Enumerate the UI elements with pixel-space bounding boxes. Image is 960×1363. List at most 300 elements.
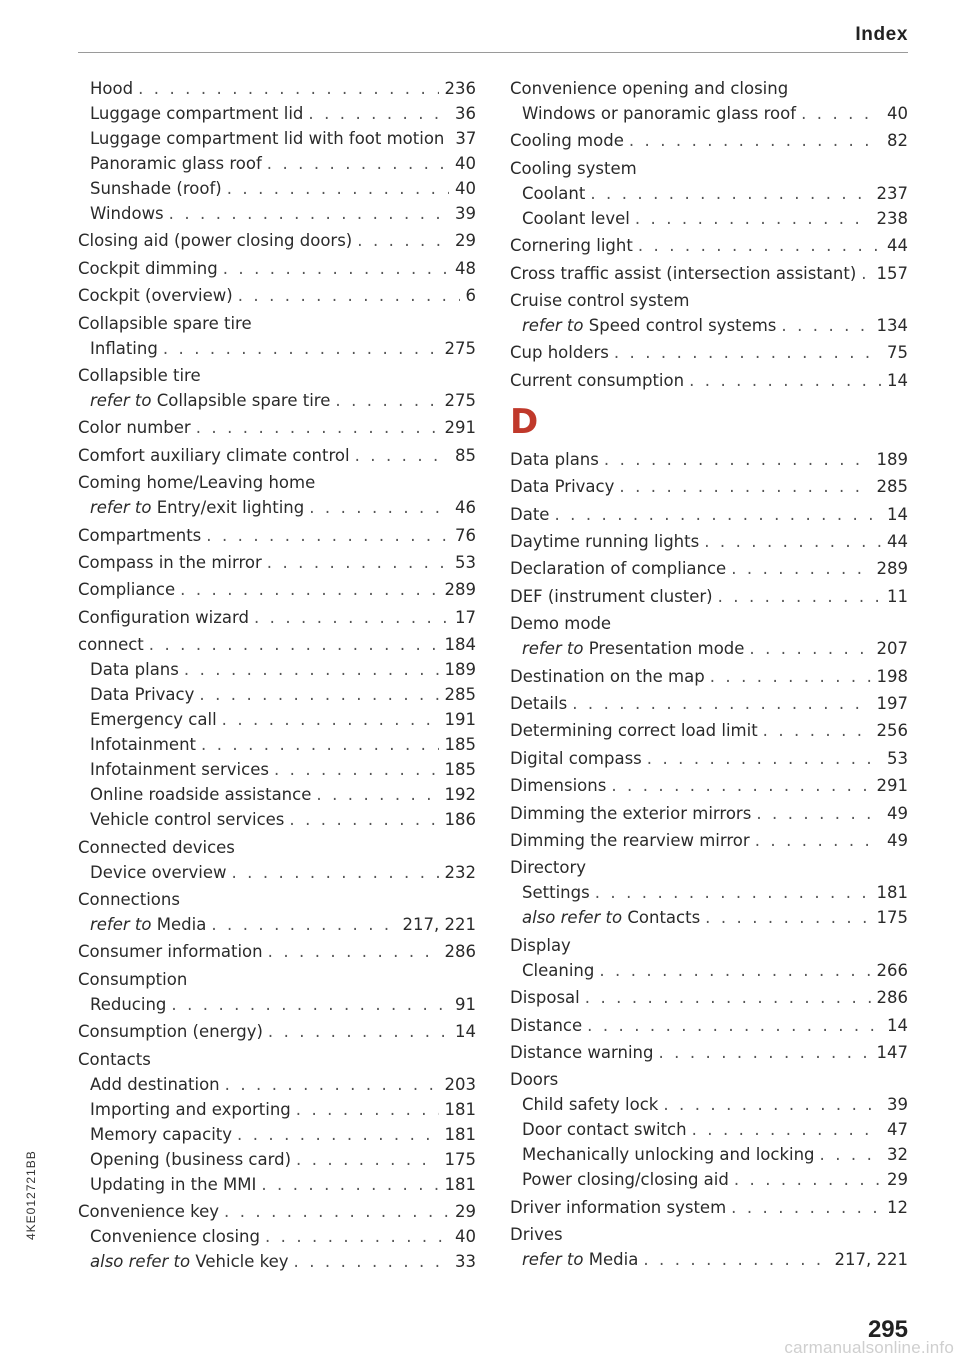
index-page-ref[interactable]: 289 <box>876 559 908 579</box>
index-entry[interactable] <box>78 607 476 629</box>
index-term <box>90 1124 232 1146</box>
index-page-ref[interactable]: 44 <box>887 532 908 551</box>
index-entry[interactable] <box>78 941 476 963</box>
index-term <box>90 178 222 200</box>
index-term-text: Contacts <box>627 908 701 928</box>
dot-leader <box>731 558 870 580</box>
dot-leader <box>265 1226 449 1248</box>
index-page-ref[interactable]: 157 <box>876 263 908 283</box>
index-subentry[interactable] <box>90 497 476 519</box>
dot-leader <box>647 748 881 770</box>
dot-leader <box>225 1074 439 1096</box>
index-subentry[interactable] <box>522 208 908 230</box>
index-term <box>78 417 191 439</box>
index-term <box>78 889 180 911</box>
index-entry[interactable] <box>510 586 908 608</box>
index-page-ref[interactable]: 48 <box>455 258 476 278</box>
index-page-ref[interactable]: 175 <box>876 908 908 928</box>
index-term <box>78 1049 151 1071</box>
index-term <box>90 994 166 1016</box>
index-term-text: Child safety lock <box>522 1095 659 1115</box>
index-page-ref[interactable]: 256 <box>876 721 908 741</box>
index-subentry[interactable] <box>522 882 908 904</box>
cross-reference-prefix: refer to <box>90 915 152 934</box>
index-page-ref[interactable]: 47 <box>887 1120 908 1140</box>
index-page-ref[interactable]: 266 <box>876 960 908 980</box>
index-subentry[interactable] <box>90 709 476 731</box>
index-term <box>90 759 269 781</box>
index-page-ref[interactable]: 49 <box>887 831 908 850</box>
cross-reference-prefix: refer to <box>90 498 152 518</box>
index-term-text: Collapsible spare tire <box>78 313 252 333</box>
index-entry[interactable] <box>78 579 476 601</box>
index-term-text: Dimming the rearview mirror <box>510 831 750 850</box>
index-page-ref[interactable]: 85 <box>455 445 476 465</box>
index-entry[interactable] <box>510 504 908 526</box>
index-entry[interactable] <box>510 830 908 852</box>
index-entry[interactable] <box>510 748 908 770</box>
index-page-ref[interactable]: 181 <box>444 1124 476 1144</box>
index-page-ref[interactable]: 6 <box>465 286 476 306</box>
index-term <box>510 720 758 742</box>
index-term-text: Data Privacy <box>90 685 195 705</box>
index-subentry[interactable] <box>522 960 908 982</box>
index-term <box>78 969 187 991</box>
index-entry[interactable] <box>78 230 476 252</box>
cross-reference-prefix: also refer to <box>90 1252 191 1271</box>
index-page-ref[interactable]: 14 <box>887 1015 908 1035</box>
index-entry[interactable] <box>510 558 908 580</box>
index-term <box>90 1149 291 1171</box>
dot-leader <box>138 78 438 100</box>
index-term-text: Consumption (energy) <box>78 1022 263 1042</box>
index-term <box>510 235 633 257</box>
index-page-ref[interactable]: 217, 221 <box>834 1250 908 1270</box>
index-page-ref[interactable]: 175 <box>444 1149 476 1169</box>
index-entry[interactable] <box>510 1042 908 1064</box>
index-term-text: Speed control systems <box>588 316 777 335</box>
index-entry[interactable] <box>510 531 908 553</box>
index-section-letter: D <box>510 401 539 442</box>
index-subentry[interactable] <box>522 638 908 660</box>
index-entry[interactable] <box>510 775 908 797</box>
index-entry[interactable] <box>78 1021 476 1043</box>
index-entry[interactable] <box>78 285 476 307</box>
header-rule <box>78 52 908 53</box>
index-term <box>78 941 263 963</box>
index-term-text: Coolant <box>522 183 586 203</box>
index-term-text: Door contact switch <box>522 1120 687 1140</box>
index-page-ref[interactable]: 32 <box>887 1145 908 1165</box>
index-term <box>78 365 201 387</box>
index-term <box>510 531 699 553</box>
index-entry[interactable] <box>78 552 476 574</box>
index-page-ref[interactable]: 40 <box>455 154 476 173</box>
index-subentry[interactable] <box>90 1099 476 1121</box>
dot-leader <box>223 258 449 280</box>
index-entry[interactable] <box>78 525 476 547</box>
index-page-ref[interactable]: 236 <box>444 79 476 98</box>
index-subentry[interactable] <box>522 1144 908 1166</box>
index-term-text: Configuration wizard <box>78 607 249 627</box>
running-head: Index <box>855 24 908 45</box>
index-term-text: Online roadside assistance <box>90 785 312 805</box>
index-term <box>510 476 614 498</box>
index-term-text: Consumption <box>78 969 188 989</box>
index-term-text: Emergency call <box>90 710 217 730</box>
cross-reference-prefix: refer to <box>522 316 584 335</box>
index-page-ref[interactable]: 53 <box>887 748 908 768</box>
index-subentry[interactable] <box>90 759 476 781</box>
index-term <box>510 130 624 152</box>
index-subentry[interactable] <box>522 1249 908 1271</box>
index-subentry[interactable] <box>90 862 476 884</box>
index-entry <box>78 365 476 387</box>
index-subentry[interactable] <box>90 784 476 806</box>
index-term <box>510 558 726 580</box>
index-page-ref[interactable]: 181 <box>444 1099 476 1119</box>
index-entry <box>78 837 476 859</box>
index-entry[interactable] <box>510 720 908 742</box>
index-term <box>78 525 201 547</box>
page-number: 295 <box>867 1316 908 1343</box>
dot-leader <box>704 531 881 553</box>
index-term <box>510 693 567 715</box>
index-page-ref[interactable]: 197 <box>876 694 908 713</box>
index-term <box>522 1094 658 1116</box>
index-page-ref[interactable]: 286 <box>876 988 908 1008</box>
index-subentry[interactable] <box>90 1226 476 1248</box>
index-entry[interactable] <box>510 987 908 1009</box>
index-entry[interactable] <box>78 445 476 467</box>
index-term-text: Reducing <box>90 994 167 1014</box>
dot-leader <box>289 809 438 831</box>
index-term <box>522 882 590 904</box>
index-subentry[interactable] <box>90 390 476 412</box>
index-term <box>90 1099 291 1121</box>
index-page-ref[interactable]: 181 <box>444 1174 476 1194</box>
index-term-text: Doors <box>510 1070 559 1090</box>
index-subentry[interactable] <box>522 1169 908 1191</box>
index-page-ref[interactable]: 275 <box>444 391 476 410</box>
index-term <box>90 862 226 884</box>
index-subentry[interactable] <box>522 103 908 125</box>
index-entry[interactable] <box>510 370 908 392</box>
index-page-ref[interactable]: 39 <box>887 1095 908 1115</box>
index-page-ref[interactable]: 53 <box>455 553 476 572</box>
index-term <box>78 445 350 467</box>
index-term <box>510 1069 558 1091</box>
index-page-ref[interactable]: 207 <box>876 639 908 659</box>
index-term <box>90 734 196 756</box>
dot-leader <box>201 734 438 756</box>
index-subentry[interactable] <box>90 78 476 100</box>
index-subentry[interactable] <box>522 1119 908 1141</box>
index-term-text: Sunshade (roof) <box>90 179 222 198</box>
index-term <box>78 607 249 629</box>
dot-leader <box>614 342 881 364</box>
index-term-text: Convenience closing <box>90 1227 260 1246</box>
index-entry[interactable] <box>510 666 908 688</box>
index-page-ref[interactable]: 46 <box>455 498 476 518</box>
index-term <box>510 935 571 957</box>
index-subentry[interactable] <box>90 1149 476 1171</box>
index-subentry[interactable] <box>90 809 476 831</box>
index-term-text: Cup holders <box>510 343 609 363</box>
index-term <box>90 153 262 175</box>
dot-leader <box>296 1149 438 1171</box>
index-term-text: Vehicle key <box>195 1252 289 1271</box>
index-page-ref[interactable]: 189 <box>876 449 908 469</box>
index-term-text: Dimming the exterior mirrors <box>510 803 752 823</box>
index-page-ref[interactable]: 29 <box>887 1170 908 1190</box>
index-term-text: Determining correct load limit <box>510 721 758 741</box>
index-entry <box>510 1069 908 1091</box>
index-entry[interactable] <box>510 803 908 825</box>
index-term-text: Importing and exporting <box>90 1099 291 1119</box>
index-entry <box>510 1224 908 1246</box>
dot-leader <box>692 1119 881 1141</box>
index-page-ref[interactable]: 36 <box>455 104 476 123</box>
index-entry <box>78 472 476 494</box>
dot-leader <box>268 1021 449 1043</box>
index-page-ref[interactable]: 185 <box>444 760 476 780</box>
index-subentry[interactable] <box>90 153 476 175</box>
index-entry <box>78 889 476 911</box>
index-term <box>78 1021 263 1043</box>
index-page-ref[interactable]: 237 <box>876 183 908 203</box>
dot-leader <box>718 586 881 608</box>
index-page-ref[interactable]: 76 <box>455 525 476 545</box>
index-page-ref[interactable]: 40 <box>455 179 476 198</box>
index-subentry[interactable] <box>90 1174 476 1196</box>
index-page-ref[interactable]: 14 <box>887 504 908 524</box>
index-term <box>510 666 705 688</box>
index-page-ref[interactable]: 11 <box>887 586 908 606</box>
index-subentry[interactable] <box>90 914 476 936</box>
dot-leader <box>611 775 870 797</box>
index-term <box>510 342 609 364</box>
index-term-text: Current consumption <box>510 370 685 390</box>
index-term-text: Closing aid (power closing doors) <box>78 231 353 251</box>
dot-leader <box>595 882 871 904</box>
dot-leader <box>227 178 449 200</box>
index-page-ref[interactable]: 203 <box>444 1074 476 1094</box>
dot-leader <box>734 1169 881 1191</box>
index-term-text: Presentation mode <box>588 639 745 659</box>
index-entry[interactable] <box>78 417 476 439</box>
index-entry <box>78 313 476 335</box>
index-subentry[interactable] <box>90 128 476 150</box>
index-entry[interactable] <box>510 693 908 715</box>
index-subentry[interactable] <box>522 1094 908 1116</box>
index-subentry[interactable] <box>90 994 476 1016</box>
index-page-ref[interactable]: 185 <box>444 735 476 755</box>
index-term <box>90 914 206 936</box>
dot-leader <box>635 208 871 230</box>
index-page-ref[interactable]: 40 <box>455 1227 476 1246</box>
index-page-ref[interactable]: 12 <box>887 1197 908 1217</box>
index-page-ref[interactable]: 44 <box>887 236 908 256</box>
index-page-ref[interactable]: 14 <box>455 1022 476 1042</box>
index-term-text: Windows or panoramic glass roof <box>522 104 797 123</box>
dot-leader <box>296 1099 439 1121</box>
index-entry[interactable] <box>78 258 476 280</box>
index-term <box>510 449 599 471</box>
index-term-text: Consumer information <box>78 942 263 962</box>
index-subentry[interactable] <box>522 315 908 337</box>
index-term-text: Coming home/Leaving home <box>78 473 316 493</box>
index-page-ref[interactable]: 82 <box>887 131 908 151</box>
index-subentry[interactable] <box>522 183 908 205</box>
index-term <box>90 203 164 225</box>
index-subentry[interactable] <box>90 1251 476 1273</box>
dot-leader <box>254 607 449 629</box>
index-entry[interactable] <box>78 634 476 656</box>
index-page-ref[interactable]: 289 <box>444 580 476 600</box>
dot-leader <box>705 907 870 929</box>
index-term <box>510 586 713 608</box>
index-page-ref[interactable]: 285 <box>444 685 476 705</box>
index-term-text: DEF (instrument cluster) <box>510 586 713 606</box>
index-page-ref[interactable]: 232 <box>444 862 476 882</box>
index-entry <box>510 857 908 879</box>
index-term-text: Infotainment <box>90 735 197 755</box>
dot-leader <box>629 130 881 152</box>
index-term-text: Contacts <box>78 1049 151 1069</box>
index-page-ref[interactable]: 291 <box>444 418 476 438</box>
cross-reference-prefix: refer to <box>522 1250 584 1270</box>
index-page-ref[interactable]: 49 <box>887 803 908 823</box>
index-page-ref[interactable]: 192 <box>444 785 476 805</box>
index-subentry[interactable] <box>90 203 476 225</box>
dot-leader <box>199 684 438 706</box>
index-entry[interactable] <box>510 1015 908 1037</box>
dot-leader <box>658 1042 870 1064</box>
dot-leader <box>663 1094 881 1116</box>
index-page-ref[interactable]: 189 <box>444 660 476 680</box>
index-subentry[interactable] <box>90 684 476 706</box>
index-entry[interactable] <box>78 1201 476 1223</box>
index-subentry[interactable] <box>90 338 476 360</box>
index-entry[interactable] <box>510 449 908 471</box>
index-page-ref[interactable]: 39 <box>455 204 476 223</box>
index-term-text: Connections <box>78 890 180 909</box>
index-term-text: Convenience key <box>78 1202 219 1221</box>
index-subentry[interactable] <box>90 103 476 125</box>
index-term-text: Compass in the mirror <box>78 553 262 572</box>
index-page-ref[interactable]: 184 <box>444 635 476 655</box>
index-term-text: Cross traffic assist (intersection assistant) <box>510 263 857 283</box>
index-page-ref[interactable]: 29 <box>455 231 476 251</box>
dot-leader <box>689 370 881 392</box>
index-page-ref[interactable]: 181 <box>876 883 908 903</box>
index-term <box>90 809 284 831</box>
index-page-ref[interactable]: 91 <box>455 994 476 1014</box>
index-term-text: Drives <box>510 1225 563 1245</box>
dot-leader <box>163 338 439 360</box>
index-page-ref[interactable]: 17 <box>455 607 476 627</box>
document-code: 4KE012721BB <box>24 1150 38 1240</box>
index-page-ref[interactable]: 286 <box>444 942 476 962</box>
index-entry[interactable] <box>510 476 908 498</box>
index-term-text: Compliance <box>78 580 176 600</box>
index-entry[interactable] <box>510 263 908 285</box>
index-term <box>510 504 549 526</box>
index-term-text: Connected devices <box>78 837 235 857</box>
index-term <box>522 907 700 929</box>
cross-reference-prefix: refer to <box>522 639 584 659</box>
index-entry <box>510 78 908 100</box>
index-term <box>510 370 684 392</box>
index-page-ref[interactable]: 217, 221 <box>402 915 476 934</box>
index-page-ref[interactable]: 275 <box>444 338 476 358</box>
index-subentry[interactable] <box>90 178 476 200</box>
index-term <box>522 183 585 205</box>
dot-leader <box>169 203 449 225</box>
index-page-ref[interactable]: 198 <box>876 666 908 686</box>
index-subentry[interactable] <box>90 734 476 756</box>
index-term-text: Vehicle control services <box>90 810 285 830</box>
index-page-ref[interactable]: 147 <box>876 1043 908 1062</box>
index-entry <box>510 290 908 312</box>
index-page-ref[interactable]: 33 <box>455 1252 476 1271</box>
index-page-ref[interactable]: 37 <box>455 129 477 148</box>
index-term-text: Data plans <box>510 449 599 469</box>
dot-leader <box>749 638 870 660</box>
index-term-text: Hood <box>90 79 134 98</box>
index-term-text: Cooling system <box>510 158 637 178</box>
index-term <box>78 634 144 656</box>
index-entry[interactable] <box>510 235 908 257</box>
index-term <box>510 290 689 312</box>
dot-leader <box>801 103 881 125</box>
index-page-ref[interactable]: 14 <box>887 370 908 390</box>
index-term <box>522 1249 638 1271</box>
index-entry[interactable] <box>510 1197 908 1219</box>
index-subentry[interactable] <box>90 1124 476 1146</box>
index-term <box>90 338 158 360</box>
index-subentry[interactable] <box>90 1074 476 1096</box>
dot-leader <box>196 417 439 439</box>
index-term <box>90 684 194 706</box>
index-entry[interactable] <box>510 342 908 364</box>
index-page-ref[interactable]: 285 <box>876 477 908 497</box>
dot-leader <box>206 525 449 547</box>
index-term-text: Settings <box>522 883 590 903</box>
index-subentry[interactable] <box>90 659 476 681</box>
index-term <box>90 1251 289 1273</box>
index-term-text: Add destination <box>90 1074 220 1094</box>
index-page-ref[interactable]: 186 <box>444 810 476 830</box>
index-term-text: Distance warning <box>510 1043 654 1062</box>
index-page-ref[interactable]: 29 <box>455 1202 476 1221</box>
index-subentry[interactable] <box>522 907 908 929</box>
index-term-text: Data plans <box>90 660 179 680</box>
dot-leader <box>781 315 870 337</box>
index-page-ref[interactable]: 40 <box>887 104 908 123</box>
index-term-text: Device overview <box>90 862 227 882</box>
index-page-ref[interactable]: 291 <box>876 776 908 796</box>
dot-leader <box>224 1201 449 1223</box>
dot-leader <box>335 390 438 412</box>
index-page-ref[interactable]: 191 <box>444 710 476 730</box>
index-page-ref[interactable]: 238 <box>876 208 908 228</box>
index-page-ref[interactable]: 75 <box>887 343 908 363</box>
dot-leader <box>316 784 438 806</box>
index-entry[interactable] <box>510 130 908 152</box>
index-page-ref[interactable]: 134 <box>876 316 908 335</box>
